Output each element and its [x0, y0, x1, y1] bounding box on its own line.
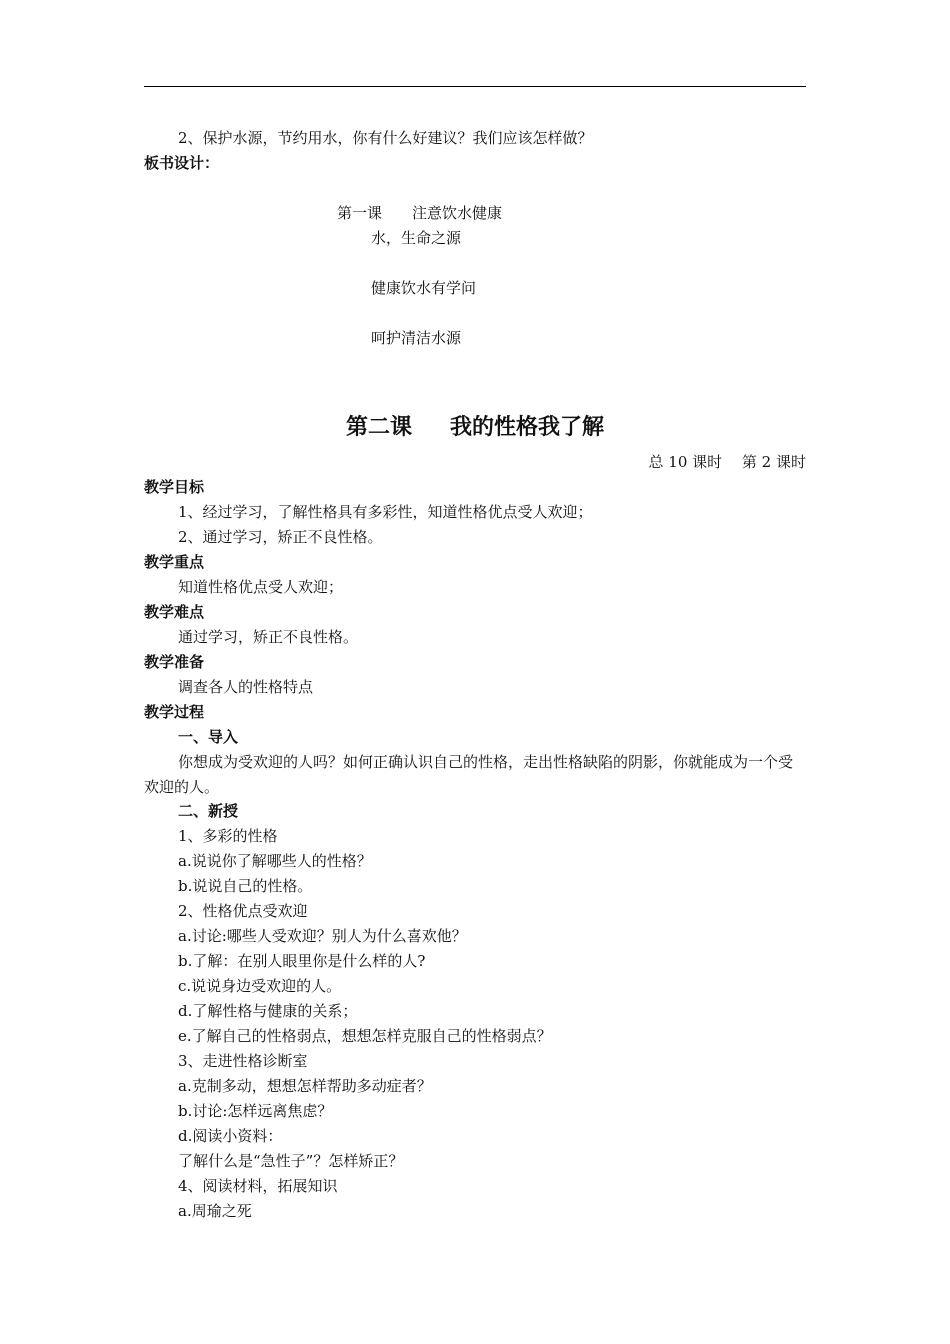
lesson-title	[0, 410, 950, 441]
list-item: 4、阅读材料，拓展知识	[178, 1177, 338, 1195]
list-item: 2、性格优点受欢迎	[178, 902, 308, 920]
list-item: a.说说你了解哪些人的性格？	[178, 852, 372, 870]
process-heading: 教学过程	[144, 703, 205, 721]
goals-heading: 教学目标	[144, 478, 205, 496]
list-item: b.说说自己的性格。	[178, 877, 313, 895]
difficulty-heading: 教学难点	[144, 603, 205, 621]
lesson-title-name: 我的性格我了解	[450, 415, 605, 440]
list-item: a.克制多动，想想怎样帮助多动症者？	[178, 1077, 432, 1095]
board-item-3: 呵护清洁水源	[371, 329, 462, 347]
prep-heading: 教学准备	[144, 653, 205, 671]
intro-paragraph: 你想成为受欢迎的人吗？如何正确认识自己的性格，走出性格缺陷的阴影，你就能成为一个受欢迎的人。	[144, 753, 794, 796]
intro-heading: 一、导入	[178, 728, 239, 746]
list-item: b.讨论:怎样远离焦虑？	[178, 1102, 333, 1120]
header-rule	[144, 86, 806, 87]
key-heading: 教学重点	[144, 553, 205, 571]
board-title: 第一课 注意饮水健康	[337, 204, 503, 222]
list-item: a.周瑜之死	[178, 1202, 252, 1220]
list-item: 1、多彩的性格	[178, 827, 278, 845]
board-design-heading: 板书设计：	[144, 154, 220, 172]
list-item: e.了解自己的性格弱点，想想怎样克服自己的性格弱点？	[178, 1027, 552, 1045]
list-item: d.阅读小资料：	[178, 1127, 283, 1145]
list-item: c.说说身边受欢迎的人。	[178, 977, 342, 995]
lesson-title-number: 第二课	[345, 415, 412, 440]
key-text: 知道性格优点受人欢迎；	[178, 578, 344, 596]
board-item-1: 水，生命之源	[371, 229, 462, 247]
prev-question-2: 2、保护水源，节约用水，你有什么好建议？我们应该怎样做？	[178, 129, 593, 147]
list-item: d.了解性格与健康的关系；	[178, 1002, 358, 1020]
list-item: 3、走进性格诊断室	[178, 1052, 308, 1070]
list-item: b.了解：在别人眼里你是什么样的人?	[178, 952, 426, 970]
lesson-hours: 总 10 课时 第 2 课时	[648, 453, 806, 471]
prep-text: 调查各人的性格特点	[178, 678, 314, 696]
goal-2: 2、通过学习，矫正不良性格。	[178, 528, 383, 546]
difficulty-text: 通过学习，矫正不良性格。	[178, 628, 359, 646]
new-lesson-heading: 二、新授	[178, 802, 239, 820]
goal-1: 1、经过学习，了解性格具有多彩性，知道性格优点受人欢迎；	[178, 503, 593, 521]
board-item-2: 健康饮水有学问	[371, 279, 477, 297]
list-item: a.讨论:哪些人受欢迎？别人为什么喜欢他？	[178, 927, 467, 945]
list-item: 了解什么是“急性子”？怎样矫正？	[178, 1152, 404, 1170]
